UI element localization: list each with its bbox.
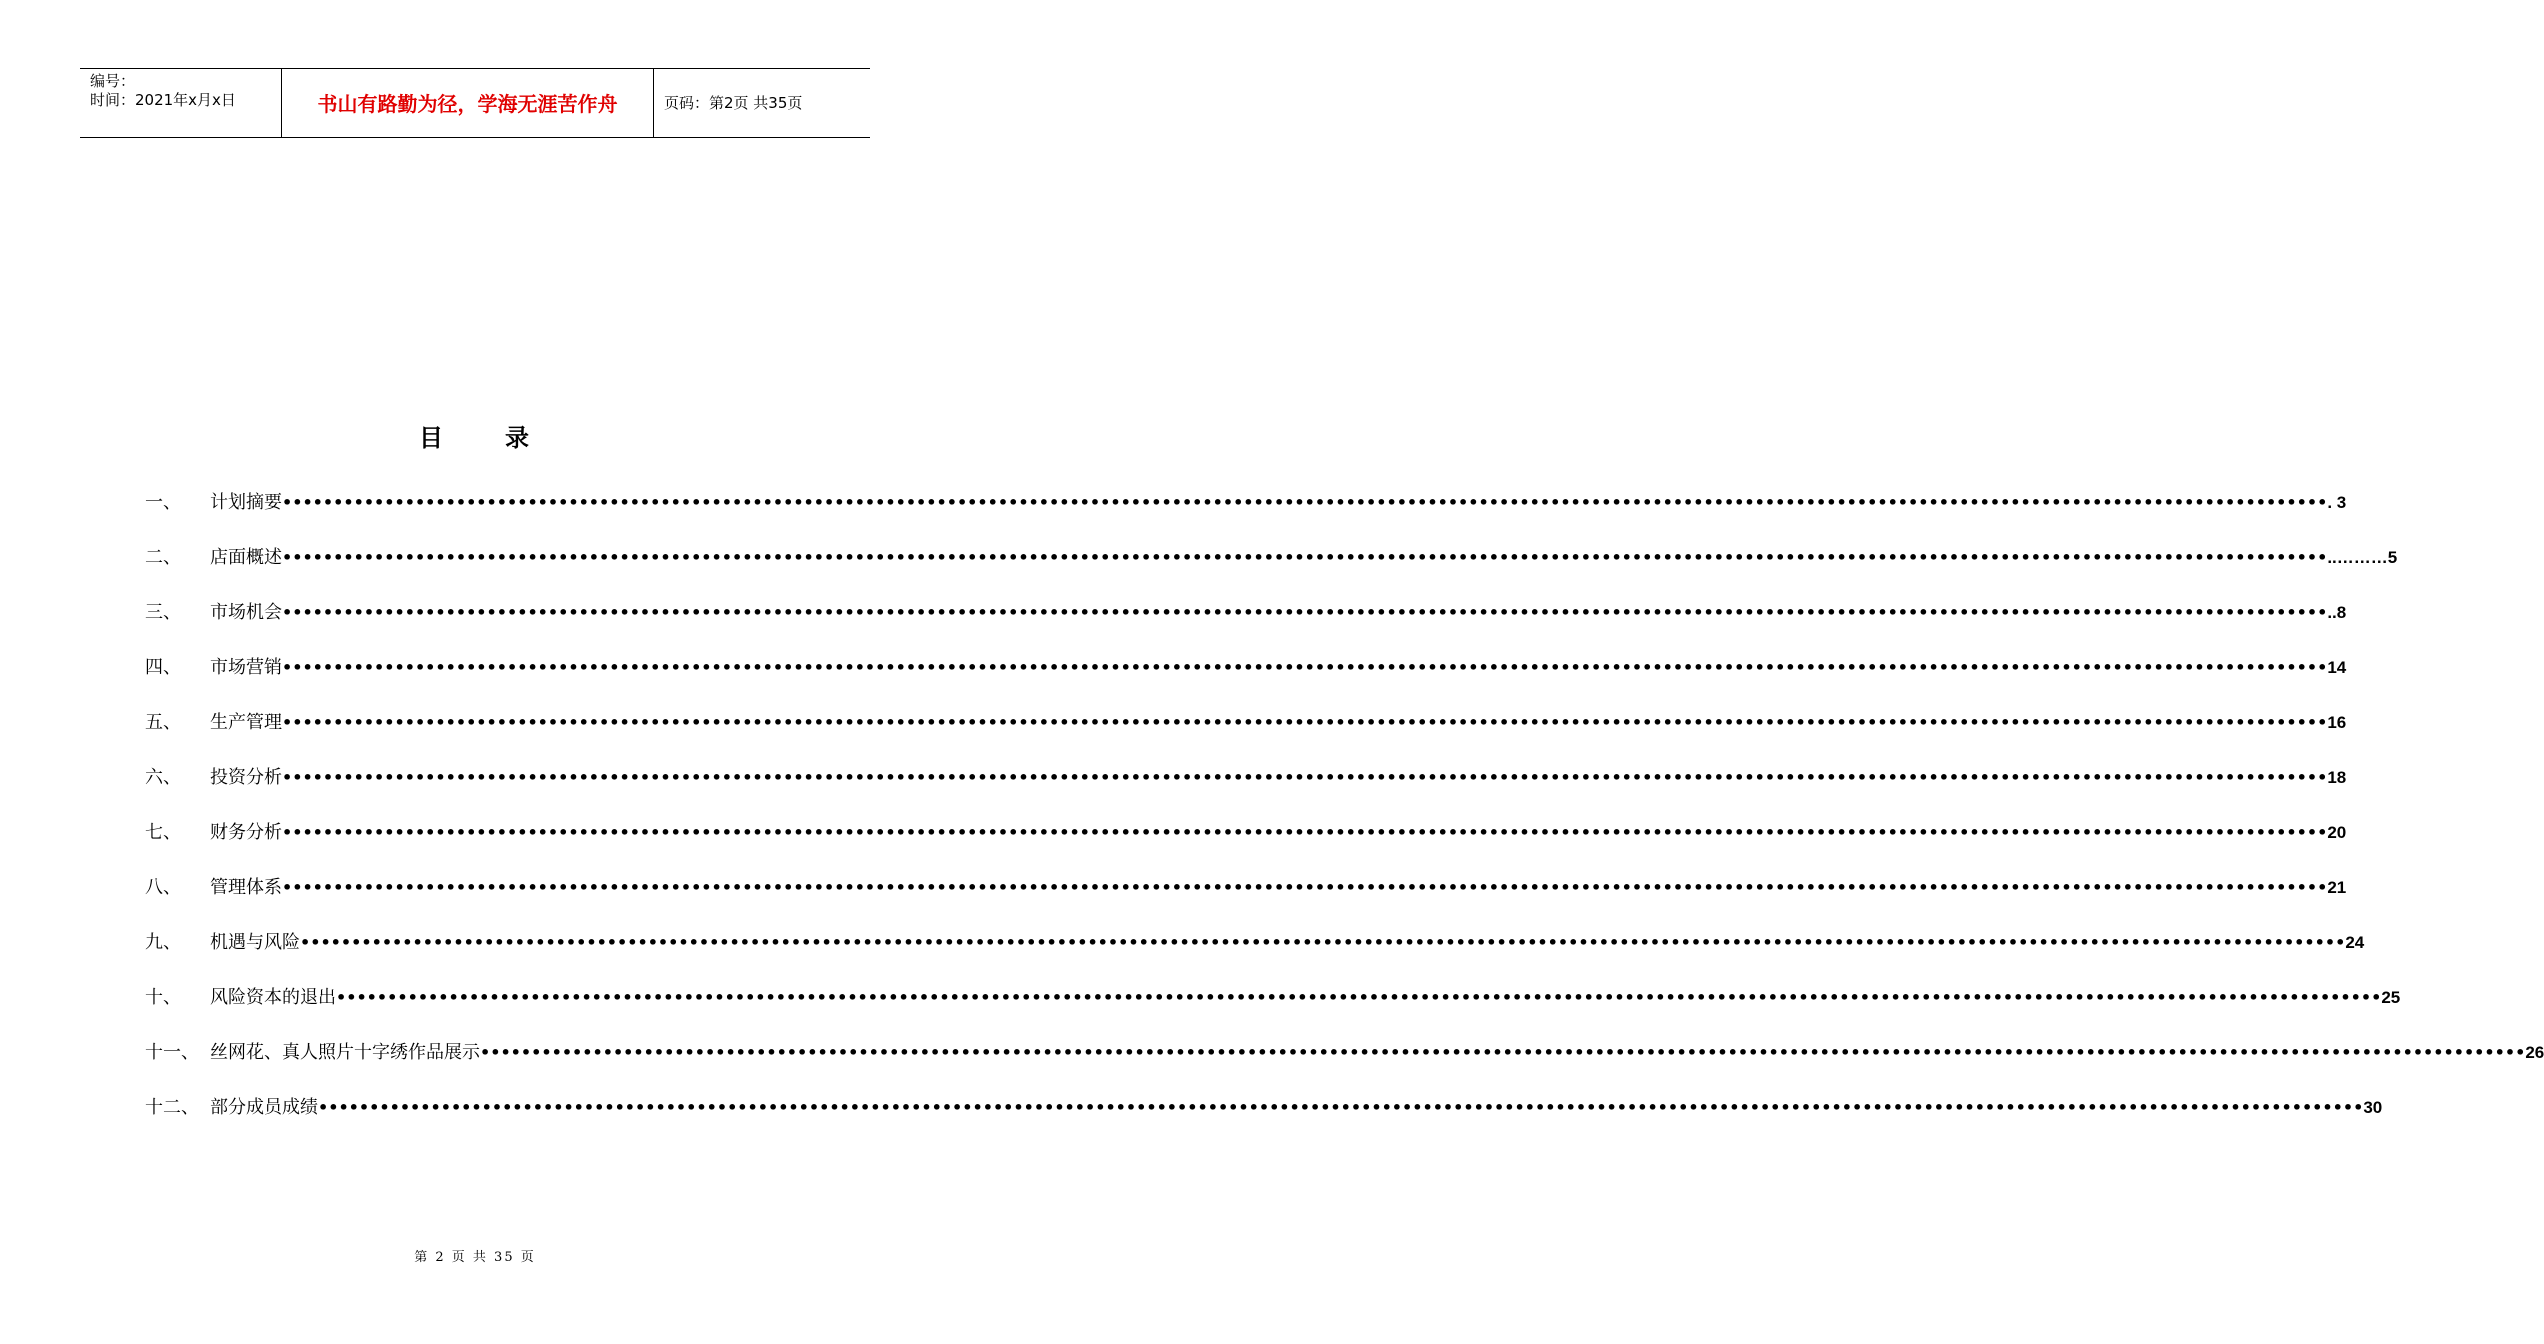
toc-item-page: 26 <box>2525 1043 2544 1062</box>
toc-leader-dots: •••••••••••••••••••••••••••••••••••••••••••••••••••••••••••••••••••••••••••••••••••••••••••••••••••••••••••••••••••••••••••••••••••••••••••••••••••••••••••••••••••••••••••••••••••••••••••••••••••••••• <box>300 933 2346 952</box>
toc-item-label: 生产管理 <box>210 712 282 733</box>
toc-item-page: 24 <box>2345 933 2365 952</box>
toc-leader-dots: •••••••••••••••••••••••••••••••••••••••••••••••••••••••••••••••••••••••••••••••••••••••••••••••••••••••••••••••••••••••••••••••••••••••••••••••••••••••••••••••••••••••••••••••••••••••••••••••••••••••• <box>282 548 2328 567</box>
toc-item-page: 25 <box>2381 988 2401 1007</box>
header-middle-cell <box>282 69 654 137</box>
toc-item-label: 财务分析 <box>210 822 282 843</box>
header-motto: 书山有路勤为径，学海无涯苦作舟 <box>317 92 618 116</box>
toc-item[interactable] <box>145 708 2347 738</box>
header-page-info: 页码：第2页 共35页 <box>664 94 803 112</box>
document-number-label: 编号： <box>90 72 136 90</box>
toc-item-number: 五、 <box>145 712 181 733</box>
toc-leader-dots: •••••••••••••••••••••••••••••••••••••••••••••••••••••••••••••••••••••••••••••••••••••••••••••••••••••••••••••••••••••••••••••••••••••••••••••••••••••••••••••••••••••••••••••••••••••••••••••••••••••••• <box>282 713 2328 732</box>
toc-leader-dots: •••••••••••••••••••••••••••••••••••••••••••••••••••••••••••••••••••••••••••••••••••••••••••••••••••••••••••••••••••••••••••••••••••••••••••••••••••••••••••••••••••••••••••••••••••••••••••••••••••••••• <box>336 988 2382 1007</box>
toc-item-page: ..8 <box>2327 603 2347 622</box>
toc-item-label: 管理体系 <box>210 877 282 898</box>
toc-leader-dots: •••••••••••••••••••••••••••••••••••••••••••••••••••••••••••••••••••••••••••••••••••••••••••••••••••••••••••••••••••••••••••••••••••••••••••••••••••••••••••••••••••••••••••••••••••••••••••••••••••••••• <box>282 823 2328 842</box>
toc-item[interactable] <box>145 873 2347 903</box>
toc-leader-dots: •••••••••••••••••••••••••••••••••••••••••••••••••••••••••••••••••••••••••••••••••••••••••••••••••••••••••••••••••••••••••••••••••••••••••••••••••••••••••••••••••••••••••••••••••••••••••••••••••••••••• <box>480 1043 2526 1062</box>
toc-item-label: 部分成员成绩 <box>210 1097 318 1118</box>
toc-item-page: 21 <box>2327 878 2347 897</box>
toc-item-number: 一、 <box>145 492 181 513</box>
toc-item-number: 十一、 <box>145 1042 199 1063</box>
toc-item-page: . 3 <box>2327 493 2347 512</box>
toc-leader-dots: •••••••••••••••••••••••••••••••••••••••••••••••••••••••••••••••••••••••••••••••••••••••••••••••••••••••••••••••••••••••••••••••••••••••••••••••••••••••••••••••••••••••••••••••••••••••••••••••••••••••• <box>318 1098 2364 1117</box>
toc-leader-dots: •••••••••••••••••••••••••••••••••••••••••••••••••••••••••••••••••••••••••••••••••••••••••••••••••••••••••••••••••••••••••••••••••••••••••••••••••••••••••••••••••••••••••••••••••••••••••••••••••••••••• <box>282 493 2328 512</box>
toc-item[interactable] <box>145 653 2347 683</box>
header-right-cell <box>654 69 870 137</box>
toc-item[interactable] <box>145 818 2347 848</box>
toc-item-number: 四、 <box>145 657 181 678</box>
toc-item[interactable] <box>145 1038 2544 1068</box>
toc-item-number: 七、 <box>145 822 181 843</box>
toc-item-label: 市场机会 <box>210 602 282 623</box>
toc-item-label: 风险资本的退出 <box>210 987 336 1008</box>
toc-item-number: 十二、 <box>145 1097 199 1118</box>
page-footer: 第 2 页 共 35 页 <box>414 1250 536 1265</box>
toc-item-page: ..………5 <box>2327 548 2398 567</box>
toc-item-page: 18 <box>2327 768 2347 787</box>
toc-item-label: 市场营销 <box>210 657 282 678</box>
toc-item[interactable] <box>145 543 2398 573</box>
toc-title-part1: 目 <box>419 424 445 452</box>
toc-item-number: 九、 <box>145 932 181 953</box>
toc-item[interactable] <box>145 983 2401 1013</box>
toc-leader-dots: •••••••••••••••••••••••••••••••••••••••••••••••••••••••••••••••••••••••••••••••••••••••••••••••••••••••••••••••••••••••••••••••••••••••••••••••••••••••••••••••••••••••••••••••••••••••••••••••••••••••• <box>282 768 2328 787</box>
toc-item-label: 计划摘要 <box>210 492 282 513</box>
toc-item-number: 六、 <box>145 767 181 788</box>
toc-leader-dots: •••••••••••••••••••••••••••••••••••••••••••••••••••••••••••••••••••••••••••••••••••••••••••••••••••••••••••••••••••••••••••••••••••••••••••••••••••••••••••••••••••••••••••••••••••••••••••••••••••••••• <box>282 878 2328 897</box>
toc-item-label: 投资分析 <box>210 767 282 788</box>
toc-item-page: 14 <box>2327 658 2347 677</box>
toc-item[interactable] <box>145 488 2347 518</box>
toc-item[interactable] <box>145 763 2347 793</box>
toc-item-label: 机遇与风险 <box>210 932 300 953</box>
toc-item[interactable] <box>145 928 2365 958</box>
toc-item-label: 丝网花、真人照片十字绣作品展示 <box>210 1042 480 1063</box>
toc-item-number: 八、 <box>145 877 181 898</box>
toc-item-number: 三、 <box>145 602 181 623</box>
toc-item[interactable] <box>145 598 2347 628</box>
toc-item-page: 30 <box>2363 1098 2383 1117</box>
toc-item[interactable] <box>145 1093 2383 1123</box>
toc-title-part2: 录 <box>505 424 531 452</box>
toc-item-page: 20 <box>2327 823 2347 842</box>
toc-item-number: 二、 <box>145 547 181 568</box>
header-left-cell <box>80 69 282 137</box>
toc-item-label: 店面概述 <box>210 547 282 568</box>
toc-leader-dots: •••••••••••••••••••••••••••••••••••••••••••••••••••••••••••••••••••••••••••••••••••••••••••••••••••••••••••••••••••••••••••••••••••••••••••••••••••••••••••••••••••••••••••••••••••••••••••••••••••••••• <box>282 603 2328 622</box>
page-header <box>80 68 870 138</box>
toc-title <box>0 418 950 453</box>
toc-item-number: 十、 <box>145 987 181 1008</box>
document-time-label: 时间：2021年x月x日 <box>90 91 236 109</box>
toc-leader-dots: •••••••••••••••••••••••••••••••••••••••••••••••••••••••••••••••••••••••••••••••••••••••••••••••••••••••••••••••••••••••••••••••••••••••••••••••••••••••••••••••••••••••••••••••••••••••••••••••••••••••• <box>282 658 2328 677</box>
toc-item-page: 16 <box>2327 713 2347 732</box>
